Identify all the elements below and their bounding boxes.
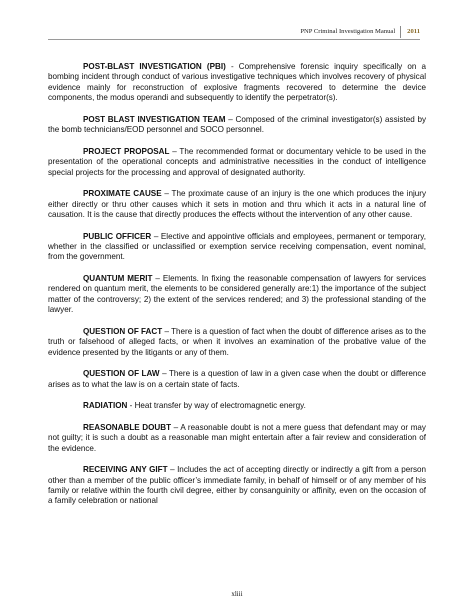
- term-separator: –: [162, 326, 172, 336]
- glossary-entry: [48, 115, 426, 136]
- running-header: [300, 26, 420, 38]
- term-separator: –: [151, 231, 161, 241]
- glossary-definition: Includes the act of accepting directly or indirectly a gift from a person other than a member of the public officer’s immediate family, in behalf of himself or of any member of his family or relative within the fourth civil degree, either by consanguinity or affinity, even on the occasion of a family celebration or national: [48, 465, 426, 506]
- term-separator: –: [225, 114, 236, 124]
- glossary-term: RADIATION: [83, 401, 128, 411]
- header-title: PNP Criminal Investigation Manual: [300, 28, 396, 35]
- glossary-definition: There is a question of law in a given case when the doubt or difference arises as to what the law is on a certain state of facts.: [48, 369, 426, 389]
- glossary-definition: Elements. In fixing the reasonable compensation of lawyers for services rendered on quantum merit, the elements to be considered generally are:1) the importance of the subject matter of the controversy; 2) the extent of the services rendered; and 3) the professional standing of the lawyer.: [48, 274, 426, 315]
- term-separator: –: [152, 274, 163, 284]
- glossary-definition: A reasonable doubt is not a mere guess that defendant may or may not guilty; it is such a doubt as a reasonable man might entertain after a fair review and consideration of the evidence.: [48, 422, 426, 453]
- glossary-term: RECEIVING ANY GIFT: [83, 465, 168, 475]
- glossary-term: QUESTION OF LAW: [83, 369, 160, 379]
- glossary-entry: [48, 189, 426, 220]
- glossary-entry: [48, 274, 426, 316]
- glossary-definition: The proximate cause of an injury is the one which produces the injury either directly or thru other causes which it sets in motion and thru which it acts in a natural line of causation. It is the cause that directly produces the effects without the intervention of any other cause.: [48, 189, 426, 220]
- glossary-entry: [48, 62, 426, 104]
- glossary-entry: [48, 465, 426, 507]
- glossary-term: REASONABLE DOUBT: [83, 422, 172, 432]
- glossary-definition: Comprehensive forensic inquiry specifically on a bombing incident through conduct of various investigative techniques which involves recovery of physical evidence mainly for reconstruction of explosive fragments recovered to determine the device components, the modus operandi and subsequently to identify the perpetrator(s).: [48, 62, 426, 103]
- glossary-entry: [48, 232, 426, 263]
- term-separator: -: [127, 401, 135, 411]
- term-separator: –: [171, 422, 181, 432]
- glossary-entry: [48, 401, 426, 411]
- glossary-body: [48, 62, 426, 518]
- glossary-term: PROXIMATE CAUSE: [83, 189, 162, 199]
- term-separator: -: [225, 62, 239, 71]
- term-separator: –: [159, 369, 169, 379]
- glossary-entry: [48, 327, 426, 358]
- header-rule: [48, 39, 420, 40]
- glossary-definition: Elective and appointive officials and employees, permanent or temporary, whether in the classified or unclassified or exemption service receiving compensation, event nominal, from the government.: [48, 231, 426, 262]
- glossary-entry: [48, 147, 426, 178]
- glossary-term: POST BLAST INVESTIGATION TEAM: [83, 114, 226, 124]
- header-year: 2011: [407, 28, 420, 35]
- term-separator: –: [161, 189, 172, 199]
- glossary-term: QUESTION OF FACT: [83, 326, 163, 336]
- glossary-entry: [48, 369, 426, 390]
- page-number: xliii: [231, 590, 243, 598]
- glossary-term: QUANTUM MERIT: [83, 274, 153, 284]
- glossary-term: PROJECT PROPOSAL: [83, 146, 170, 156]
- glossary-term: POST-BLAST INVESTIGATION (PBI): [83, 62, 226, 71]
- term-separator: –: [167, 465, 178, 475]
- glossary-definition: There is a question of fact when the doubt of difference arises as to the truth or falsehood of alleged facts, or when it involves an examination of the probative value of the evidence presented by the litigants or any of them.: [48, 326, 426, 357]
- glossary-term: PUBLIC OFFICER: [83, 231, 152, 241]
- glossary-definition: The recommended format or documentary vehicle to be used in the presentation of the operational concepts and administrative necessities in the conduct of intelligence special projects for the processing and approval of designated authority.: [48, 146, 426, 177]
- glossary-definition: Heat transfer by way of electromagnetic energy.: [134, 401, 306, 411]
- glossary-entry: [48, 423, 426, 454]
- glossary-definition: Composed of the criminal investigator(s) assisted by the bomb technicians/EOD personnel and SOCO personnel.: [48, 114, 427, 135]
- term-separator: –: [169, 146, 180, 156]
